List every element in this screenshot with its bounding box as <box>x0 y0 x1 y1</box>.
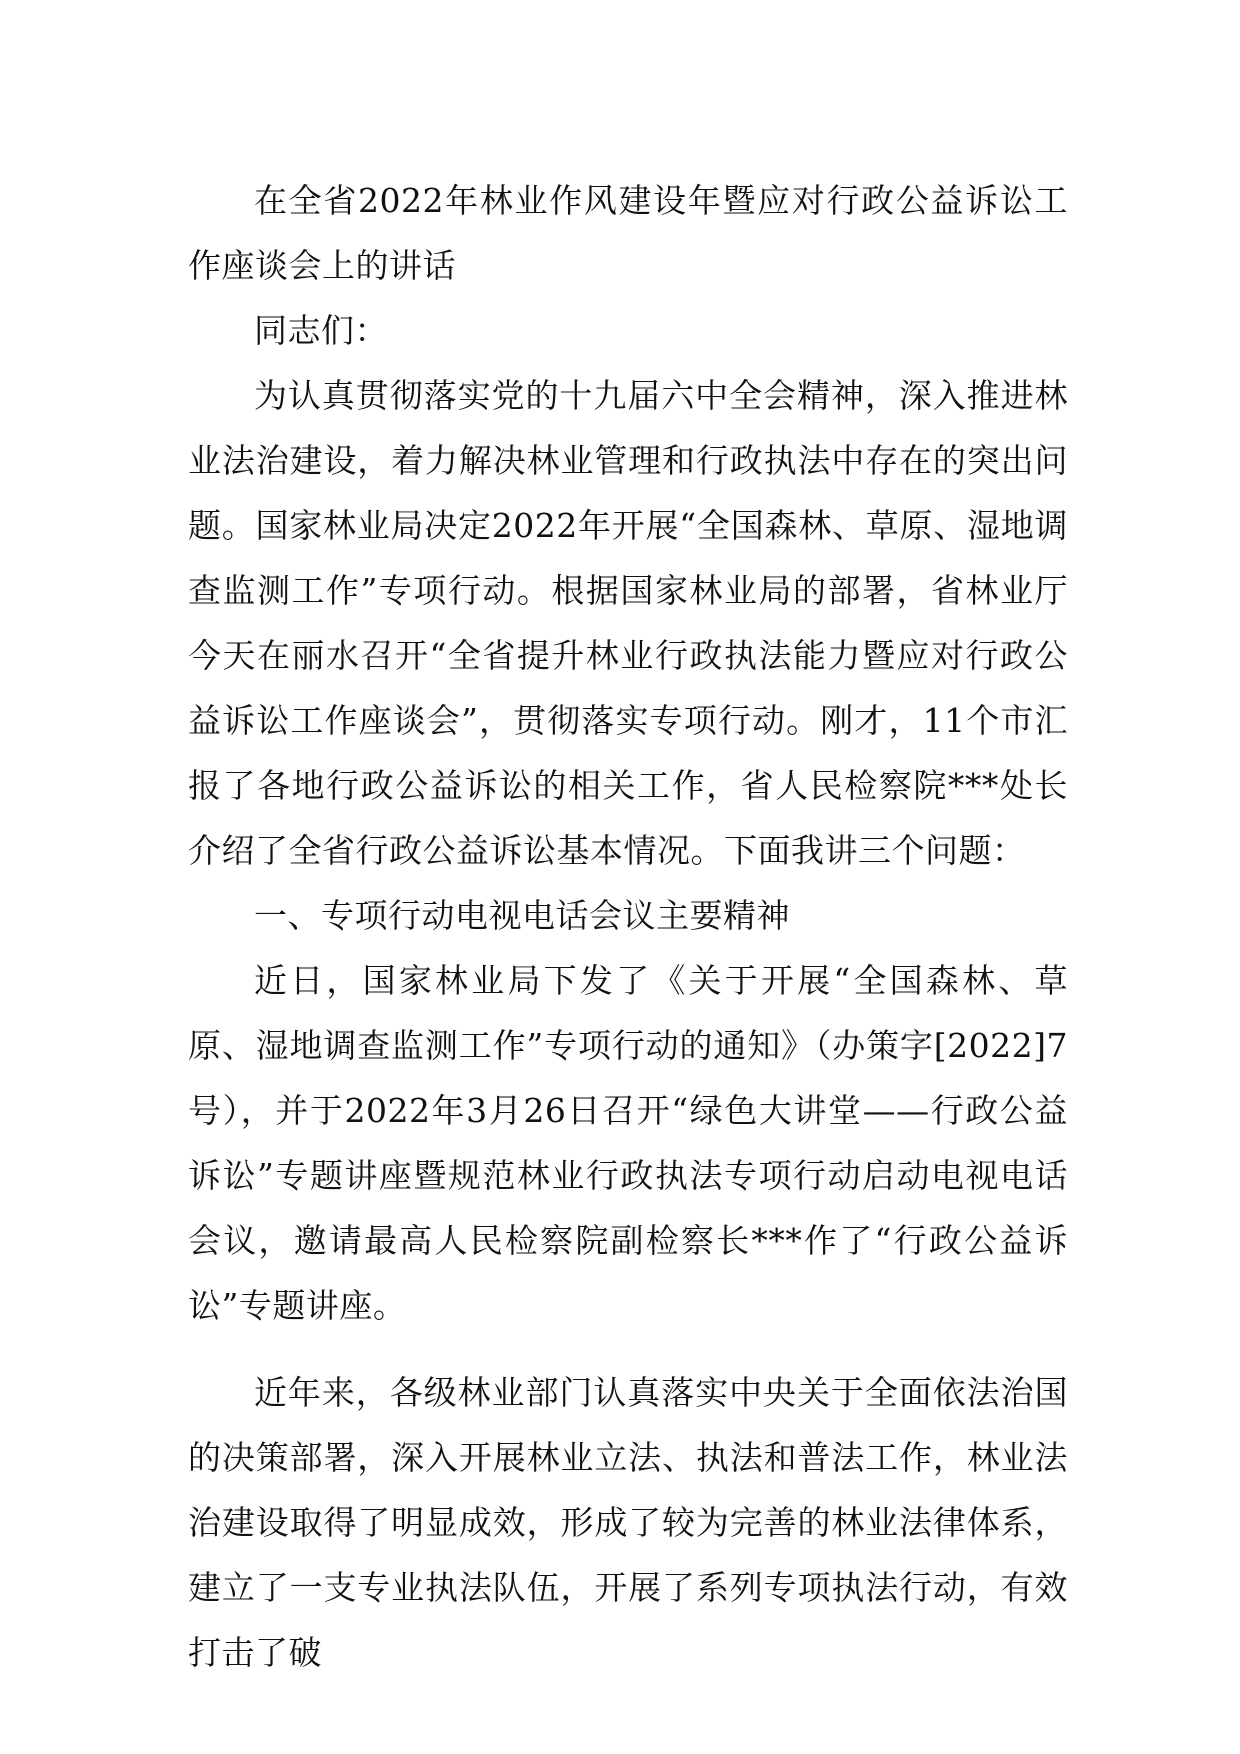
section-paragraph-1: 近日，国家林业局下发了《关于开展“全国森林、草原、湿地调查监测工作”专项行动的通知》（办策字[2022]7号），并于2022年3月26日召开“绿色大讲堂——行政公益诉讼”专题讲座暨规范林业行政执法专项行动启动电视电话会议，邀请最高人民检察院副检察长***作了“行政公益诉讼”专题讲座。 <box>188 961 1068 1325</box>
salutation: 同志们： <box>254 311 388 350</box>
section-paragraph-2: 近年来，各级林业部门认真落实中央关于全面依法治国的决策部署，深入开展林业立法、执法和普法工作，林业法治建设取得了明显成效，形成了较为完善的林业法律体系，建立了一支专业执法队伍，开展了系列专项执法行动，有效打击了破 <box>188 1373 1068 1672</box>
document-body <box>188 168 1068 1685</box>
intro-paragraph: 为认真贯彻落实党的十九届六中全会精神，深入推进林业法治建设，着力解决林业管理和行政执法中存在的突出问题。国家林业局决定2022年开展“全国森林、草原、湿地调查监测工作”专项行动。根据国家林业局的部署，省林业厅今天在丽水召开“全省提升林业行政执法能力暨应对行政公益诉讼工作座谈会”，贯彻落实专项行动。刚才，11个市汇报了各地行政公益诉讼的相关工作，省人民检察院***处长介绍了全省行政公益诉讼基本情况。下面我讲三个问题： <box>188 376 1068 870</box>
section-heading: 一、专项行动电视电话会议主要精神 <box>254 896 790 935</box>
document-title: 在全省2022年林业作风建设年暨应对行政公益诉讼工作座谈会上的讲话 <box>188 181 1068 285</box>
